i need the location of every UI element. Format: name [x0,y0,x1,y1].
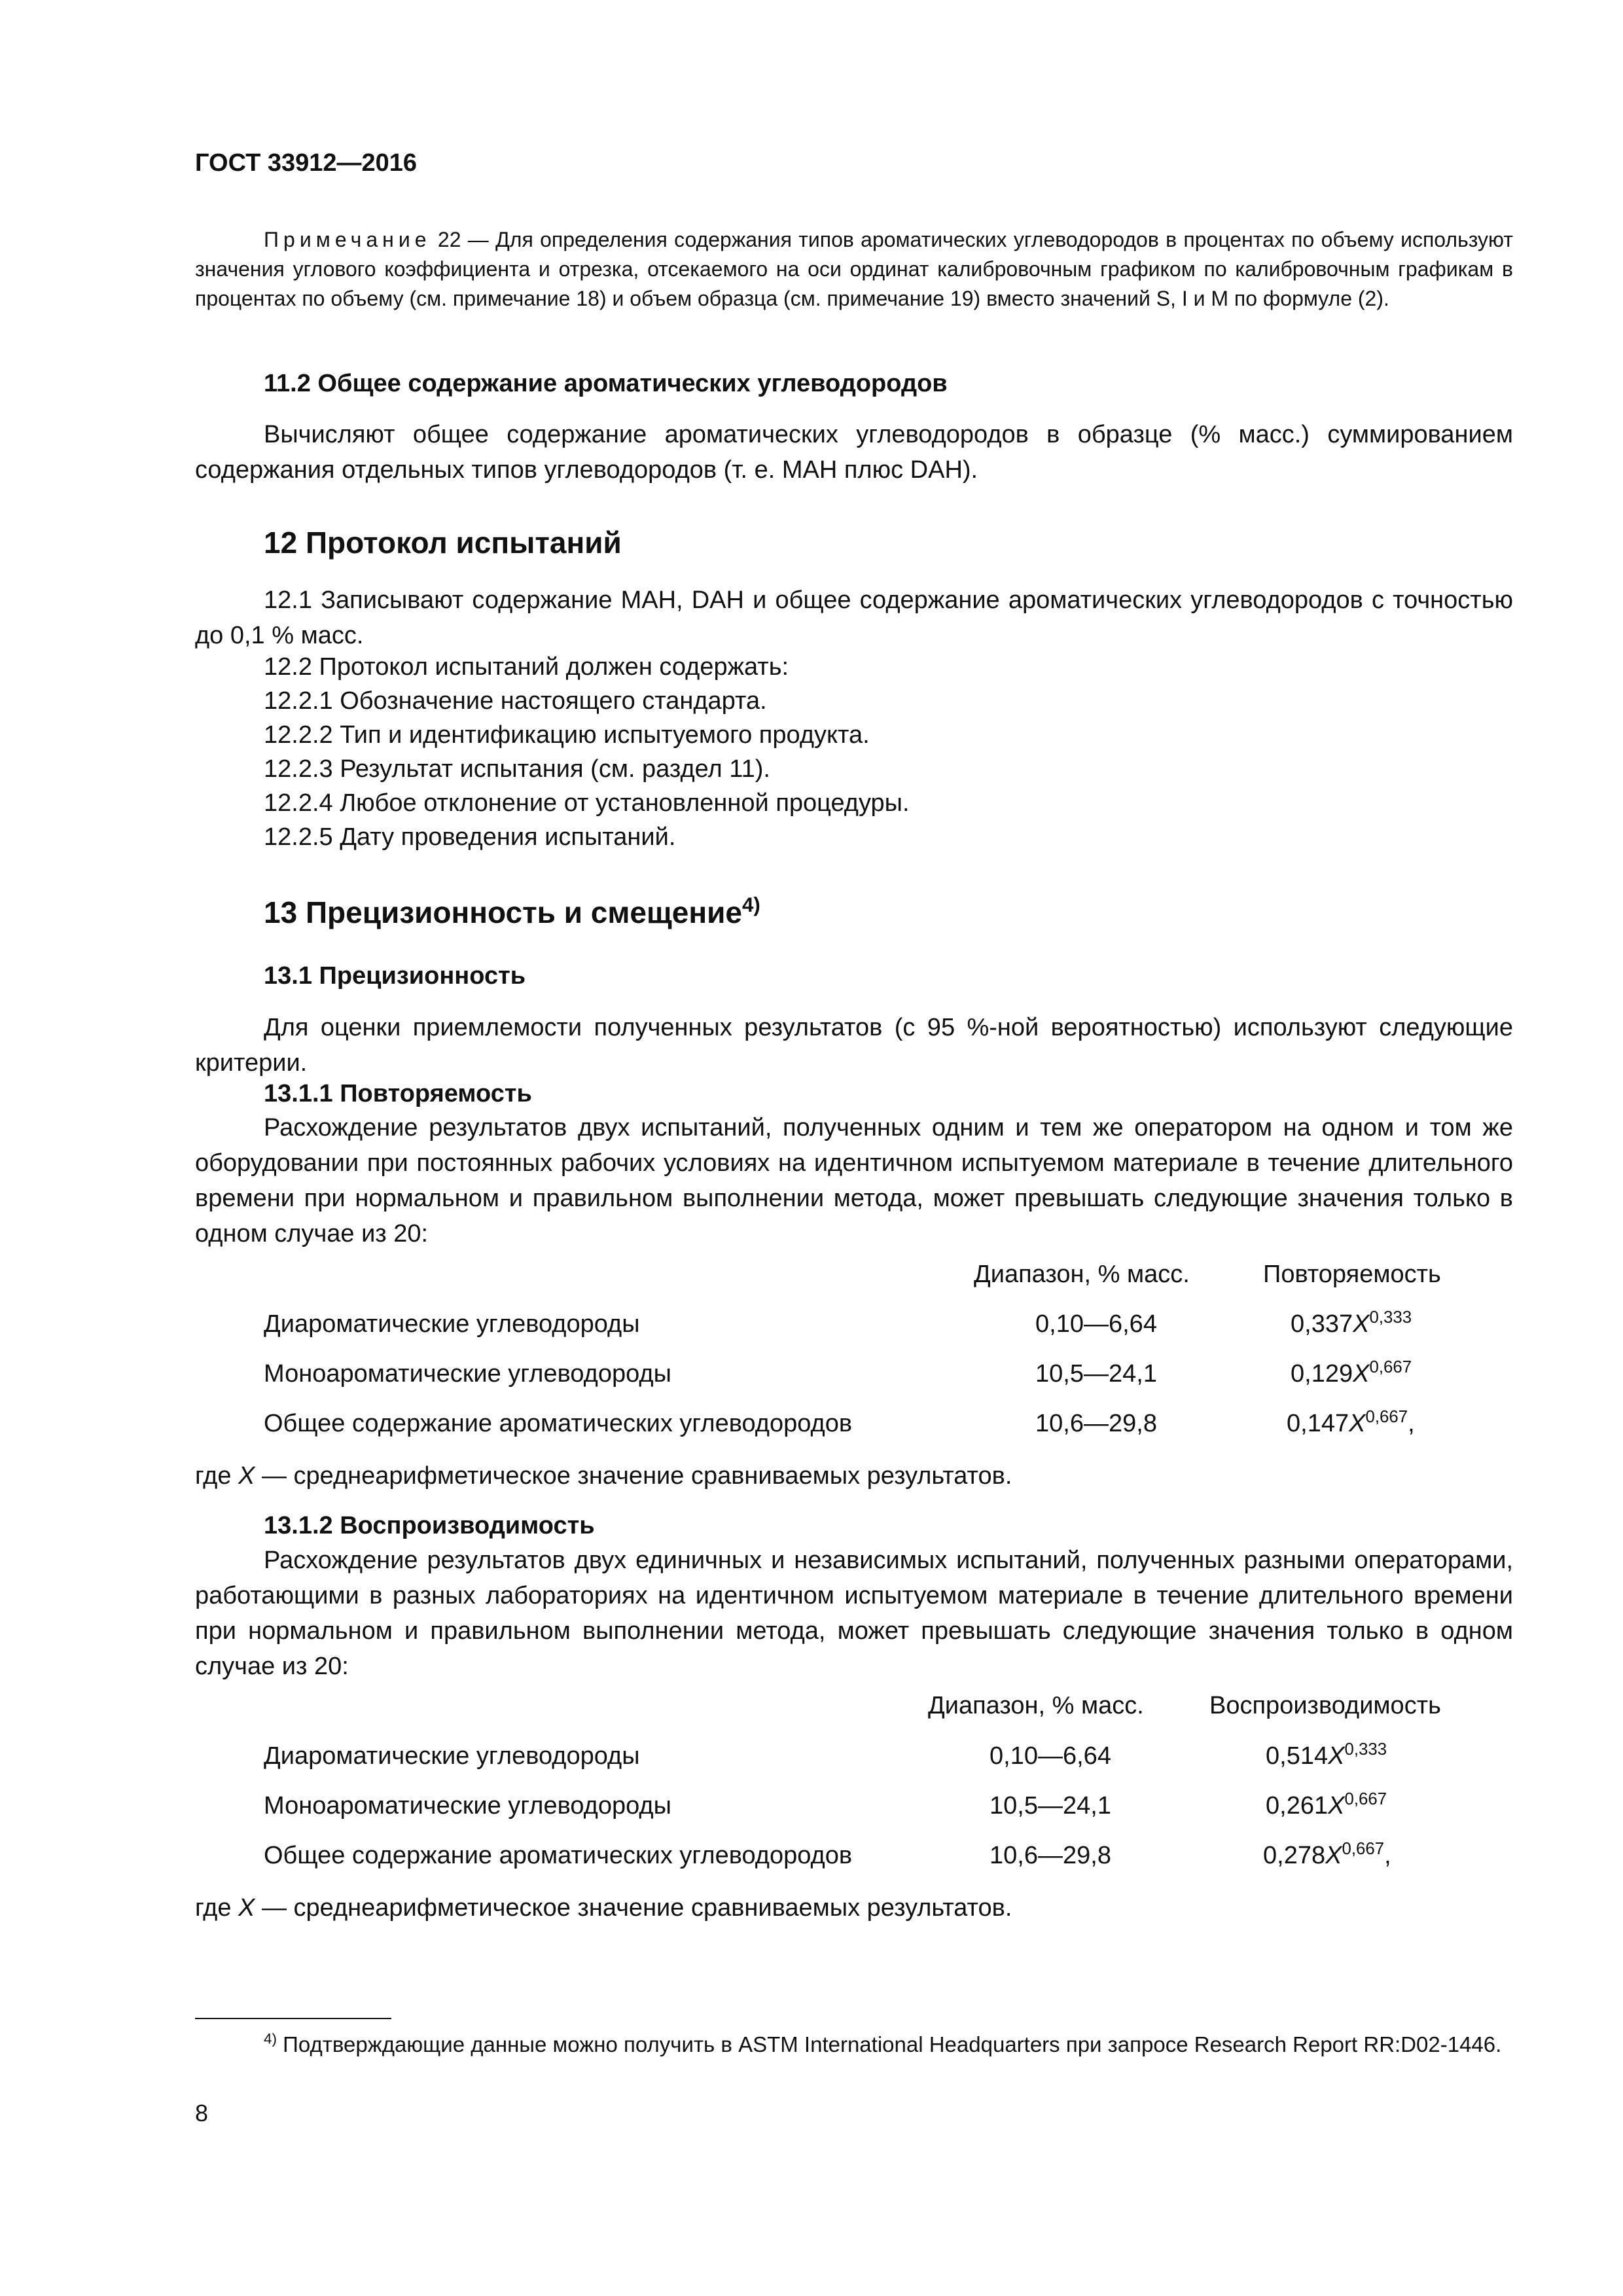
list-item: 12.2.3 Результат испытания (см. раздел 11). [264,755,770,783]
table-header-range: Диапазон, % масс. [974,1261,1190,1288]
section-13-1-1-text: Расхождение результатов двух испытаний, полученных одним и тем же оператором на одном и том же оборудовании при постоянных рабочих условиях на идентичном испытуемом материале в течение длительного времени при нормальном и правильном выполнении метода, может превышать следующие значения только в одном случае из 20: [195,1114,1513,1247]
list-item: 12.2.4 Любое отклонение от установленной процедуры. [264,789,910,817]
section-13-1-heading: 13.1 Прецизионность [264,962,526,990]
section-12-1-text: 12.1 Записывают содержание МАН, DAH и общее содержание ароматических углеводородов с точностью до 0,1 % масс. [195,586,1513,649]
table-row-name: Диароматические углеводороды [264,1742,640,1770]
table-header-value: Воспроизводимость [1209,1692,1441,1719]
table-row-range: 0,10—6,64 [990,1742,1111,1770]
footnote-ref: 4) [742,893,760,916]
table-row-range: 10,5—24,1 [990,1792,1111,1820]
footnote [195,2029,1513,2060]
note-label: Примечание [264,228,431,251]
table-row-range: 10,6—29,8 [1035,1410,1157,1437]
footnote-divider [195,2018,391,2019]
table-row-range: 10,6—29,8 [990,1842,1111,1869]
table-row-range: 0,10—6,64 [1035,1310,1157,1338]
section-11-2-text: Вычисляют общее содержание ароматических углеводородов в образце (% масс.) суммированием содержания отдельных типов углеводородов (т. е. МАН плюс DAH). [195,421,1513,484]
footnote-text: Подтверждающие данные можно получить в ASTM International Headquarters при запросе Research Report RR:D02-1446. [276,2032,1502,2056]
section-13-heading [264,895,760,930]
section-12-heading: 12 Протокол испытаний [264,526,622,560]
table-row-value: $0,514X^{0,333}$ [1266,1740,1387,1770]
table-row-name: Диароматические углеводороды [264,1310,640,1338]
list-item: 12.2.5 Дату проведения испытаний. [264,823,676,851]
where-x-note: где X — среднеарифметическое значение сравниваемых результатов. [195,1462,1012,1490]
list-item: 12.2 Протокол испытаний должен содержать: [264,653,789,681]
list-item: 12.2.2 Тип и идентификацию испытуемого продукта. [264,721,870,749]
table-row-range: 10,5—24,1 [1035,1360,1157,1388]
note-22 [195,225,1513,314]
footnote-mark: 4) [264,2030,277,2047]
table-row-name: Моноароматические углеводороды [264,1792,671,1820]
table-row-value: $0,261X^{0,667}$ [1266,1789,1387,1820]
section-11-2-heading: 11.2 Общее содержание ароматических углеводородов [264,370,948,397]
section-13-1-1-heading: 13.1.1 Повторяемость [264,1080,532,1107]
section-13-1-2-heading: 13.1.2 Воспроизводимость [264,1512,595,1539]
table-header-range: Диапазон, % масс. [928,1692,1144,1719]
table-row-value: $0,129X^{0,667}$ [1291,1357,1412,1388]
list-item: 12.2.1 Обозначение настоящего стандарта. [264,687,767,715]
page-number: 8 [195,2100,209,2126]
table-header-value: Повторяемость [1263,1261,1441,1288]
table-row-name: Общее содержание ароматических углеводородов [264,1410,853,1437]
note-text: 22 — Для определения содержания типов ароматических углеводородов в процентах по объему используют значения углового коэффициента и отрезка, отсекаемого на оси ординат калибровочным графиком по калибровочным графикам в процентах по объему (см. примечание 18) и объем образца (см. примечание 19) вместо значений S, I и M по формуле (2). [195,228,1513,310]
table-row-name: Моноароматические углеводороды [264,1360,671,1388]
where-x-note: где X — среднеарифметическое значение сравниваемых результатов. [195,1894,1012,1922]
section-13-heading-text: 13 Прецизионность и смещение [264,895,743,929]
section-13-1-text: Для оценки приемлемости полученных результатов (с 95 %-ной вероятностью) используют следующие критерии. [195,1014,1513,1077]
table-row-value: $0,147X^{0,667}$, [1287,1407,1415,1437]
table-row-value: $0,337X^{0,333}$ [1291,1308,1412,1338]
table-row-name: Общее содержание ароматических углеводородов [264,1842,853,1869]
standard-designation: ГОСТ 33912—2016 [195,149,418,177]
table-row-value: $0,278X^{0,667}$, [1263,1839,1391,1869]
section-13-1-2-text: Расхождение результатов двух единичных и независимых испытаний, полученных разными операторами, работающими в разных лабораториях на идентичном испытуемом материале в течение длительного времени при нормальном и правильном выполнении метода, может превышать следующие значения только в одном случае из 20: [195,1547,1513,1680]
